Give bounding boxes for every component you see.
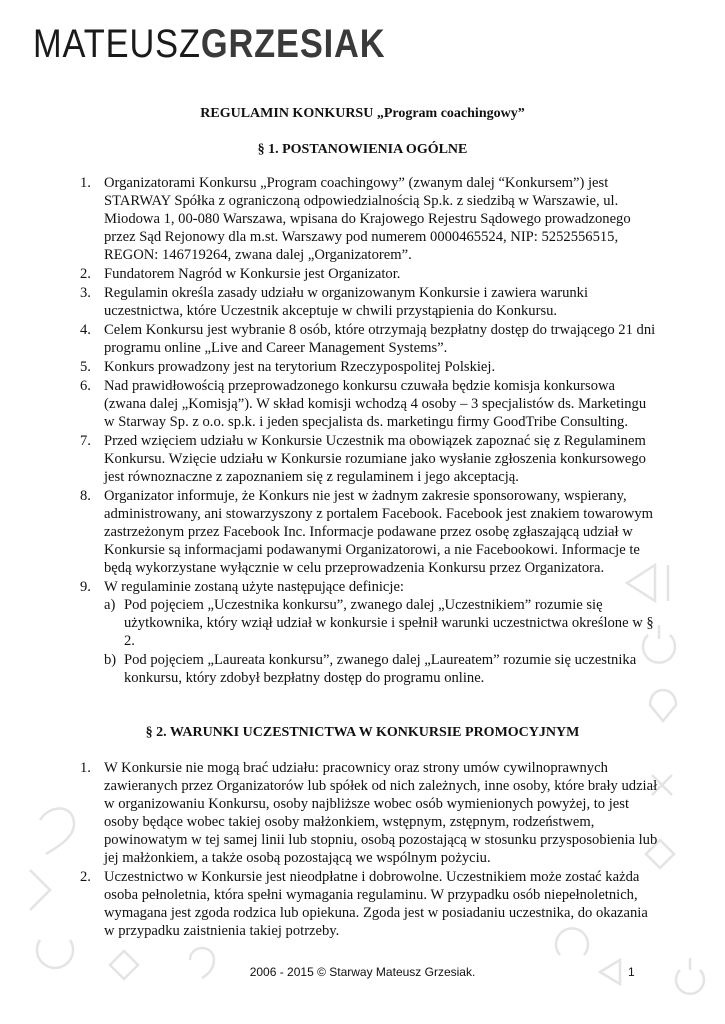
company-logo xyxy=(33,22,385,66)
item-text: Konkurs prowadzony jest na terytorium Rzeczypospolitej Polskiej. xyxy=(104,359,496,375)
logo-last-name: GRZESIAK xyxy=(200,22,386,66)
document-title: REGULAMIN KONKURSU „Program coachingowy” xyxy=(200,106,525,121)
definition-item xyxy=(104,596,660,650)
definition-text: Pod pojęciem „Laureata konkursu”, zwanego dalej „Laureatem” rozumie się uczestnika konkursu, który zdobył bezpłatny dostęp do programu online. xyxy=(124,652,637,686)
definition-text: Pod pojęciem „Uczestnika konkursu”, zwanego dalej „Uczestnikiem” rozumie się użytkownika, który wziął udział w konkursie i spełnił warunki uczestnictwa określone w § 2. xyxy=(124,597,654,649)
definitions-list xyxy=(104,596,660,687)
item-text: Organizatorami Konkursu „Program coachingowy” (zwanym dalej “Konkursem”) jest STARWAY Spółka z ograniczoną odpowiedzialnością Sp.k. z siedzibą w Warszawie, ul. Miodowa 1, 00-080 Warszawa, wpisana do Krajowego Rejestru Sądowego prowadzonego przez Sąd Rejonowy dla m.st. Warszawy pod numerem 0000465524, NIP: 5252556515, REGON: 146719264, zwana dalej „Organizatorem”. xyxy=(104,175,631,263)
list-item xyxy=(80,265,660,283)
list-item xyxy=(80,321,660,357)
item-text: Organizator informuje, że Konkurs nie jest w żadnym zakresie sponsorowany, wspierany, administrowany, ani stowarzyszony z portalem Facebook. Facebook jest znakiem towarowym zastrzeżonym przez Facebook Inc. Informacje podawane przez osobę zgłaszającą udział w Konkursie są informacjami podawanymi Organizatorowi, a nie Facebookowi. Informacje te będą wykorzystane wyłącznie w celu przeprowadzenia Konkursu przez Organizatora. xyxy=(104,488,654,576)
item-number: 3. xyxy=(80,285,91,301)
definition-item xyxy=(104,651,660,687)
section-1-list xyxy=(80,174,660,689)
item-number: 1. xyxy=(80,760,91,776)
section-1-heading: § 1. POSTANOWIENIA OGÓLNE xyxy=(257,142,468,157)
footer-copyright: 2006 - 2015 © Starway Mateusz Grzesiak. xyxy=(249,965,476,979)
list-item xyxy=(80,377,660,431)
item-number: 6. xyxy=(80,378,91,394)
item-text-continued: w Starway Sp. z o.o. sp.k. i jeden specjalista ds. marketingu firmy GoodTribe Consulting. xyxy=(104,414,628,430)
item-text: Celem Konkursu jest wybranie 8 osób, które otrzymają bezpłatny dostęp do trwającego 21 dni programu online „Live and Career Management Systems”. xyxy=(104,322,656,356)
logo-first-name: MATEUSZ xyxy=(33,22,201,66)
item-number: 8. xyxy=(80,488,91,504)
list-item xyxy=(80,759,660,867)
item-text: Uczestnictwo w Konkursie jest nieodpłatne i dobrowolne. Uczestnikiem może zostać każda osoba pełnoletnia, która spełni wymagania regulaminu. W przypadku osób niepełnoletnich, wymagana jest zgoda rodzica lub opiekuna. Zgoda jest w posiadaniu uczestnika, do okazania w przypadku zaistnienia takiej potrzeby. xyxy=(104,869,648,939)
definition-letter: b) xyxy=(104,652,117,668)
section-2-heading: § 2. WARUNKI UCZESTNICTWA W KONKURSIE PROMOCYJNYM xyxy=(145,725,580,740)
item-number: 5. xyxy=(80,359,91,375)
page-number: 1 xyxy=(628,965,635,979)
list-item xyxy=(80,487,660,577)
item-text: W Konkursie nie mogą brać udziału: pracownicy oraz strony umów cywilnoprawnych zawieranych przez Organizatorów lub spółek od nich zależnych, inne osoby, które brały udział w organizowaniu Konkursu, osoby najbliższe wobec osób wymienionych powyżej, to jest osoby będące wobec takiej osoby małżonkiem, wstępnym, zstępnym, rodzeństwem, powinowatym w tej samej linii lub stopniu, osobą pozostającą w stosunku przysposobienia lub jej małżonkiem, a także osobą pozostającą we wspólnym pożyciu. xyxy=(104,760,658,866)
list-item xyxy=(80,284,660,320)
item-text: Przed wzięciem udziału w Konkursie Uczestnik ma obowiązek zapoznać się z Regulaminem Konkursu. Wzięcie udziału w Konkursie rozumiane jako wysłanie zgłoszenia konkursowego jest równoznaczne z zapoznaniem się z regulaminem i jego akceptacją. xyxy=(104,433,646,485)
item-number: 7. xyxy=(80,433,91,449)
list-item xyxy=(80,578,660,687)
item-number: 4. xyxy=(80,322,91,338)
item-text: Regulamin określa zasady udziału w organizowanym Konkursie i zawiera warunki uczestnictwa, które Uczestnik akceptuje w chwili przystąpienia do Konkursu. xyxy=(104,285,589,319)
list-item xyxy=(80,432,660,486)
item-number: 2. xyxy=(80,869,91,885)
section-2-list xyxy=(80,759,660,941)
item-text: Fundatorem Nagród w Konkursie jest Organizator. xyxy=(104,266,401,282)
definition-letter: a) xyxy=(104,597,116,613)
item-number: 1. xyxy=(80,175,91,191)
item-text: W regulaminie zostaną użyte następujące definicje: xyxy=(104,579,404,595)
list-item xyxy=(80,868,660,940)
item-text: Nad prawidłowością przeprowadzonego konkursu czuwała będzie komisja konkursowa (zwana dalej „Komisją”). W skład komisji wchodzą 4 osoby – 3 specjalistów ds. Marketingu xyxy=(104,378,647,412)
item-number: 9. xyxy=(80,579,91,595)
item-number: 2. xyxy=(80,266,91,282)
list-item xyxy=(80,174,660,264)
list-item xyxy=(80,358,660,376)
